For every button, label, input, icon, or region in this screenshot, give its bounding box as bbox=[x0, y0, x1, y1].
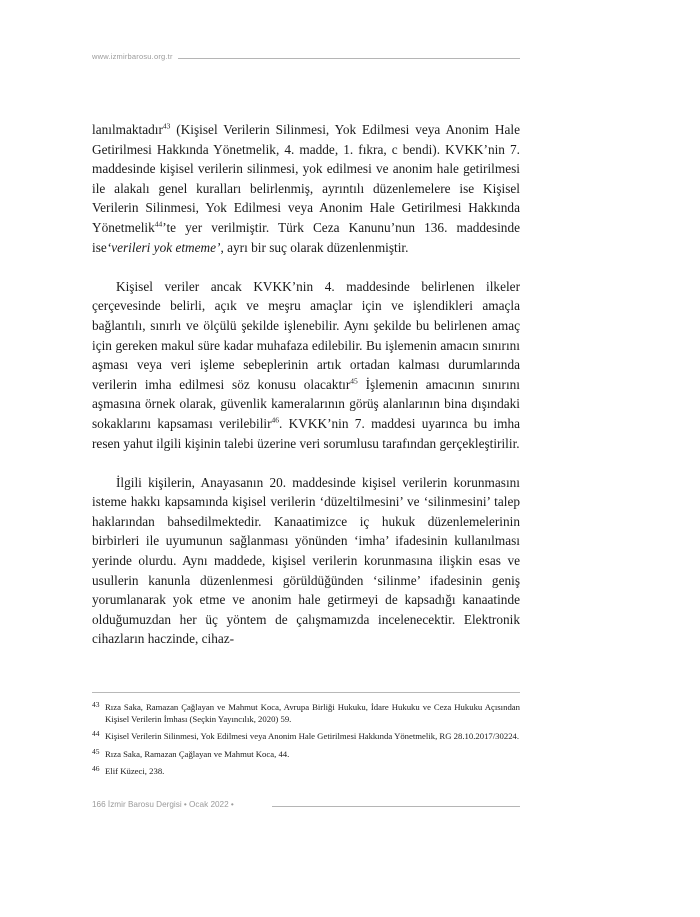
footnote-divider bbox=[92, 692, 520, 693]
footnote-text: Kişisel Verilerin Silinmesi, Yok Edilmesi veya Anonim Hale Getirilmesi Hakkında Yönetmelik, RG 28.10.2017/30224. bbox=[105, 731, 520, 742]
footer-text: 166 İzmir Barosu Dergisi • Ocak 2022 • bbox=[92, 800, 234, 809]
emphasis-text: ‘verileri yok etmeme’ bbox=[106, 239, 221, 255]
page-footer bbox=[92, 800, 520, 814]
paragraph-2: Kişisel veriler ancak KVKK’nin 4. maddesinde belirlenen ilkeler çerçevesinde belirli, açık ve meşru amaçlar için ve işlendikleri amaçla bağlantılı, sınırlı ve ölçülü şekilde işlenebilir. Aynı şekilde bu belirlenen amaç için gereken makul süre kadar muhafaza edilebilir. Bu işlemenin amacın sınırını aşması veya veri işleme sebeplerinin artık ortadan kalması durumlarında verilerin imha edilmesi söz konusu olacaktır$^{45}$ İşlemenin amacının sınırını aşmasına örnek olarak, güvenlik kameralarının görüş alanlarının bina dışındaki sokaklarını kapsaması verilebilir$^{46}$. KVKK’nin 7. maddesi uyarınca bu imha resen yahut ilgili kişinin talebi üzerine veri sorumlusu tarafından gerçekleştirilir. bbox=[92, 278, 520, 451]
footnote-text: Elif Küzeci, 238. bbox=[105, 765, 165, 776]
footnote-number: 43 bbox=[92, 700, 100, 709]
body-text bbox=[92, 120, 520, 649]
footnote-ref-46[interactable]: 46 bbox=[271, 415, 280, 425]
footnotes bbox=[92, 701, 520, 782]
footnote-number: 45 bbox=[92, 746, 100, 756]
page-header bbox=[92, 52, 520, 66]
footnote-number: 46 bbox=[92, 763, 100, 773]
footnote-43 bbox=[92, 701, 520, 725]
paragraph-3: İlgili kişilerin, Anayasanın 20. maddesinde kişisel verilerin korunmasını isteme hakkı kapsamında kişisel verilerin ‘düzeltilmesini’ ve ‘silinmesini’ talep haklarından bahsedilmektedir. Kanaatimizce iç hukuk düzenlemelerinin birbirleri ile uyumunun sağlanması yönünden ‘imha’ ifadesinin kullanılması yerinde olurdu. Aynı maddede, kişisel verilerin korunmasına ilişkin esas ve usullerin kanunla düzenlenmesi görüldüğünden ‘silinme’ ifadesinin geniş yorumlanarak yok etme ve anonim hale getirmeyi de kapsadığı kanaatinde olduğumuzdan her üç yöntem de çalışmamızda incelenecektir. Elektronik cihazların haczinde, cihaz- bbox=[92, 474, 520, 647]
footnote-44 bbox=[92, 730, 520, 742]
site-url: www.izmirbarosu.org.tr bbox=[92, 52, 173, 61]
header-rule bbox=[178, 58, 520, 59]
footnote-number: 44 bbox=[92, 729, 100, 739]
paragraph-1: lanılmaktadır$^{43}$ (Kişisel Verilerin Silinmesi, Yok Edilmesi veya Anonim Hale Getirilmesi Hakkında Yönetmelik, 4. madde, 1. fıkra, c bendi). KVKK’nin 7. maddesinde kişisel verilerin silinmesi, yok edilmesi ve anonim hale getirilmesi ile alakalı genel kuralları belirlenmiş, ayrıntılı düzenlemelere ise Kişisel Verilerin Silinmesi, Yok Edilmesi veya Anonim Hale Getirilmesi Hakkında Yönetmelik$^{44}$’te yer verilmiştir. Türk Ceza Kanunu’nun 136. maddesinde ise‘verileri yok etmeme’, ayrı bir suç olarak düzenlenmiştir. bbox=[92, 121, 520, 255]
footnote-text: Rıza Saka, Ramazan Çağlayan ve Mahmut Koca, Avrupa Birliği Hukuku, İdare Hukuku ve Ceza Hukuku Açısından Kişisel Verilerin İmhası (Seçkin Yayıncılık, 2020) 59. bbox=[105, 702, 520, 725]
footnote-45 bbox=[92, 748, 520, 760]
footnote-ref-43[interactable]: 43 bbox=[162, 121, 171, 131]
footnote-text: Rıza Saka, Ramazan Çağlayan ve Mahmut Koca, 44. bbox=[105, 748, 290, 759]
footnote-ref-44[interactable]: 44 bbox=[154, 219, 163, 229]
footer-rule bbox=[272, 806, 520, 807]
footnote-ref-45[interactable]: 45 bbox=[350, 376, 358, 386]
footnote-46 bbox=[92, 765, 520, 777]
